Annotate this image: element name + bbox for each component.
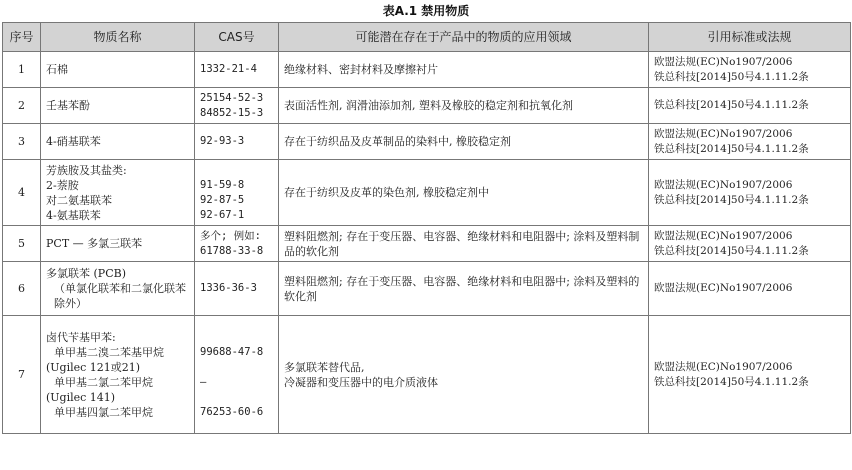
- substance-name-line: (Ugilec 121或21): [46, 360, 141, 374]
- substance-name-cell: [41, 316, 195, 434]
- cas-number-cell: [195, 88, 279, 124]
- table-title: 表A.1 禁用物质: [382, 4, 470, 18]
- substance-name-cell: [41, 88, 195, 124]
- header-cell-no: 序号: [3, 23, 41, 52]
- cas-number-cell: [195, 160, 279, 226]
- regulation-cell: [649, 124, 851, 160]
- cas-number-line: [200, 330, 273, 345]
- substance-name-line: 2-萘胺: [46, 178, 79, 192]
- cas-number-cell: [195, 226, 279, 262]
- substance-name-line: 4-氨基联苯: [46, 208, 101, 222]
- cas-number-line: 91-59-8: [200, 178, 245, 191]
- regulation-line: 欧盟法规(EC)No1907/2006: [654, 229, 793, 242]
- cas-number-line: [200, 360, 273, 375]
- table-row: [3, 226, 851, 262]
- substance-name-line: 芳族胺及其盐类:: [46, 163, 127, 177]
- application-cell: [279, 262, 649, 316]
- regulation-line: 欧盟法规(EC)No1907/2006: [654, 360, 793, 373]
- regulation-line: 铁总科技[2014]50号4.1.11.2条: [654, 99, 809, 111]
- substance-name-line: （单氯化联苯和二氯化联苯除外）: [54, 282, 186, 310]
- header-cell-name: 物质名称: [41, 23, 195, 52]
- application-cell: [279, 226, 649, 262]
- cas-number-line: 1332-21-4: [200, 63, 257, 75]
- substance-name-line: 多氯联苯 (PCB): [46, 267, 126, 280]
- substance-name-cell: [41, 160, 195, 226]
- substance-name-cell: [41, 226, 195, 262]
- table-row: [3, 160, 851, 226]
- substance-name-line: 单甲基二氯二苯甲烷: [54, 375, 153, 389]
- table-row: [3, 262, 851, 316]
- application-cell: [279, 124, 649, 160]
- cas-number-line: 多个; 例如:: [200, 229, 261, 242]
- cas-number-cell: [195, 316, 279, 434]
- substance-name-line: PCT — 多氯三联苯: [46, 237, 143, 250]
- regulation-line: 欧盟法规(EC)No1907/2006: [654, 127, 793, 140]
- application-line: 存在于纺织及皮革的染色剂, 橡胶稳定剂中: [284, 186, 489, 199]
- substance-name-line: 单甲基二溴二苯基甲烷: [54, 345, 164, 359]
- substance-name-line: (Ugilec 141): [46, 390, 116, 404]
- banned-substances-table: [2, 22, 851, 434]
- substance-name-cell: [41, 262, 195, 316]
- application-line: 表面活性剂, 润滑油添加剂, 塑料及橡胶的稳定剂和抗氧化剂: [284, 99, 573, 112]
- substance-name-line: 单甲基四氯二苯甲烷: [54, 405, 153, 419]
- substance-name-line: 卤代苄基甲苯:: [46, 330, 116, 344]
- cas-number-cell: [195, 124, 279, 160]
- row-number-cell: 3: [3, 124, 41, 160]
- substance-name-line: 壬基苯酚: [46, 99, 90, 112]
- header-cell-cas: CAS号: [195, 23, 279, 52]
- table-row: [3, 124, 851, 160]
- cas-number-line: —: [200, 375, 207, 388]
- cas-number-line: 76253-60-6: [200, 405, 264, 418]
- application-line: 绝缘材料、密封材料及摩擦衬片: [284, 63, 438, 76]
- regulation-line: 铁总科技[2014]50号4.1.11.2条: [654, 244, 809, 257]
- cas-number-line: 25154-52-3: [200, 91, 264, 104]
- regulation-line: 铁总科技[2014]50号4.1.11.2条: [654, 375, 809, 388]
- cas-number-line: 84852-15-3: [200, 106, 264, 119]
- row-number-cell: 4: [3, 160, 41, 226]
- cas-number-line: 92-87-5: [200, 193, 245, 206]
- cas-number-line: 92-93-3: [200, 135, 245, 147]
- table-row: [3, 52, 851, 88]
- cas-number-line: 1336-36-3: [200, 282, 257, 294]
- header-row: [3, 23, 851, 52]
- cas-number-cell: [195, 262, 279, 316]
- header-cell-regulation: 引用标准或法规: [649, 23, 851, 52]
- cas-number-cell: [195, 52, 279, 88]
- substance-name-line: 石棉: [46, 63, 68, 76]
- application-cell: [279, 88, 649, 124]
- application-line: 冷凝器和变压器中的电介质液体: [284, 375, 438, 389]
- regulation-cell: [649, 226, 851, 262]
- substance-name-line: 对二氨基联苯: [46, 193, 112, 207]
- substance-name-line: 4-硝基联苯: [46, 135, 101, 148]
- application-line: 多氯联苯替代品,: [284, 360, 365, 374]
- regulation-cell: [649, 88, 851, 124]
- application-cell: [279, 160, 649, 226]
- row-number-cell: 7: [3, 316, 41, 434]
- application-cell: [279, 316, 649, 434]
- application-cell: [279, 52, 649, 88]
- application-line: 塑料阻燃剂; 存在于变压器、电容器、绝缘材料和电阻器中; 涂料及塑料的软化剂: [284, 274, 640, 303]
- row-number-cell: 2: [3, 88, 41, 124]
- regulation-cell: [649, 262, 851, 316]
- regulation-line: 欧盟法规(EC)No1907/2006: [654, 178, 793, 191]
- substance-name-cell: [41, 124, 195, 160]
- cas-number-line: [200, 163, 273, 178]
- regulation-line: 铁总科技[2014]50号4.1.11.2条: [654, 70, 809, 83]
- row-number-cell: 1: [3, 52, 41, 88]
- substance-name-cell: [41, 52, 195, 88]
- application-line: 塑料阻燃剂; 存在于变压器、电容器、绝缘材料和电阻器中; 涂料及塑料制品的软化剂: [284, 229, 640, 258]
- table-body: [3, 52, 851, 434]
- cas-number-line: 61788-33-8: [200, 244, 264, 257]
- application-line: 存在于纺织品及皮革制品的染料中, 橡胶稳定剂: [284, 135, 511, 148]
- cas-number-line: 99688-47-8: [200, 345, 264, 358]
- row-number-cell: 6: [3, 262, 41, 316]
- table-row: [3, 316, 851, 434]
- regulation-cell: [649, 316, 851, 434]
- header-cell-application: 可能潜在存在于产品中的物质的应用领域: [279, 23, 649, 52]
- table-row: [3, 88, 851, 124]
- regulation-cell: [649, 160, 851, 226]
- row-number-cell: 5: [3, 226, 41, 262]
- regulation-line: 铁总科技[2014]50号4.1.11.2条: [654, 142, 809, 155]
- regulation-line: 欧盟法规(EC)No1907/2006: [654, 282, 793, 294]
- regulation-cell: [649, 52, 851, 88]
- regulation-line: 欧盟法规(EC)No1907/2006: [654, 55, 793, 68]
- regulation-line: 铁总科技[2014]50号4.1.11.2条: [654, 193, 809, 206]
- cas-number-line: 92-67-1: [200, 208, 245, 221]
- cas-number-line: [200, 390, 273, 405]
